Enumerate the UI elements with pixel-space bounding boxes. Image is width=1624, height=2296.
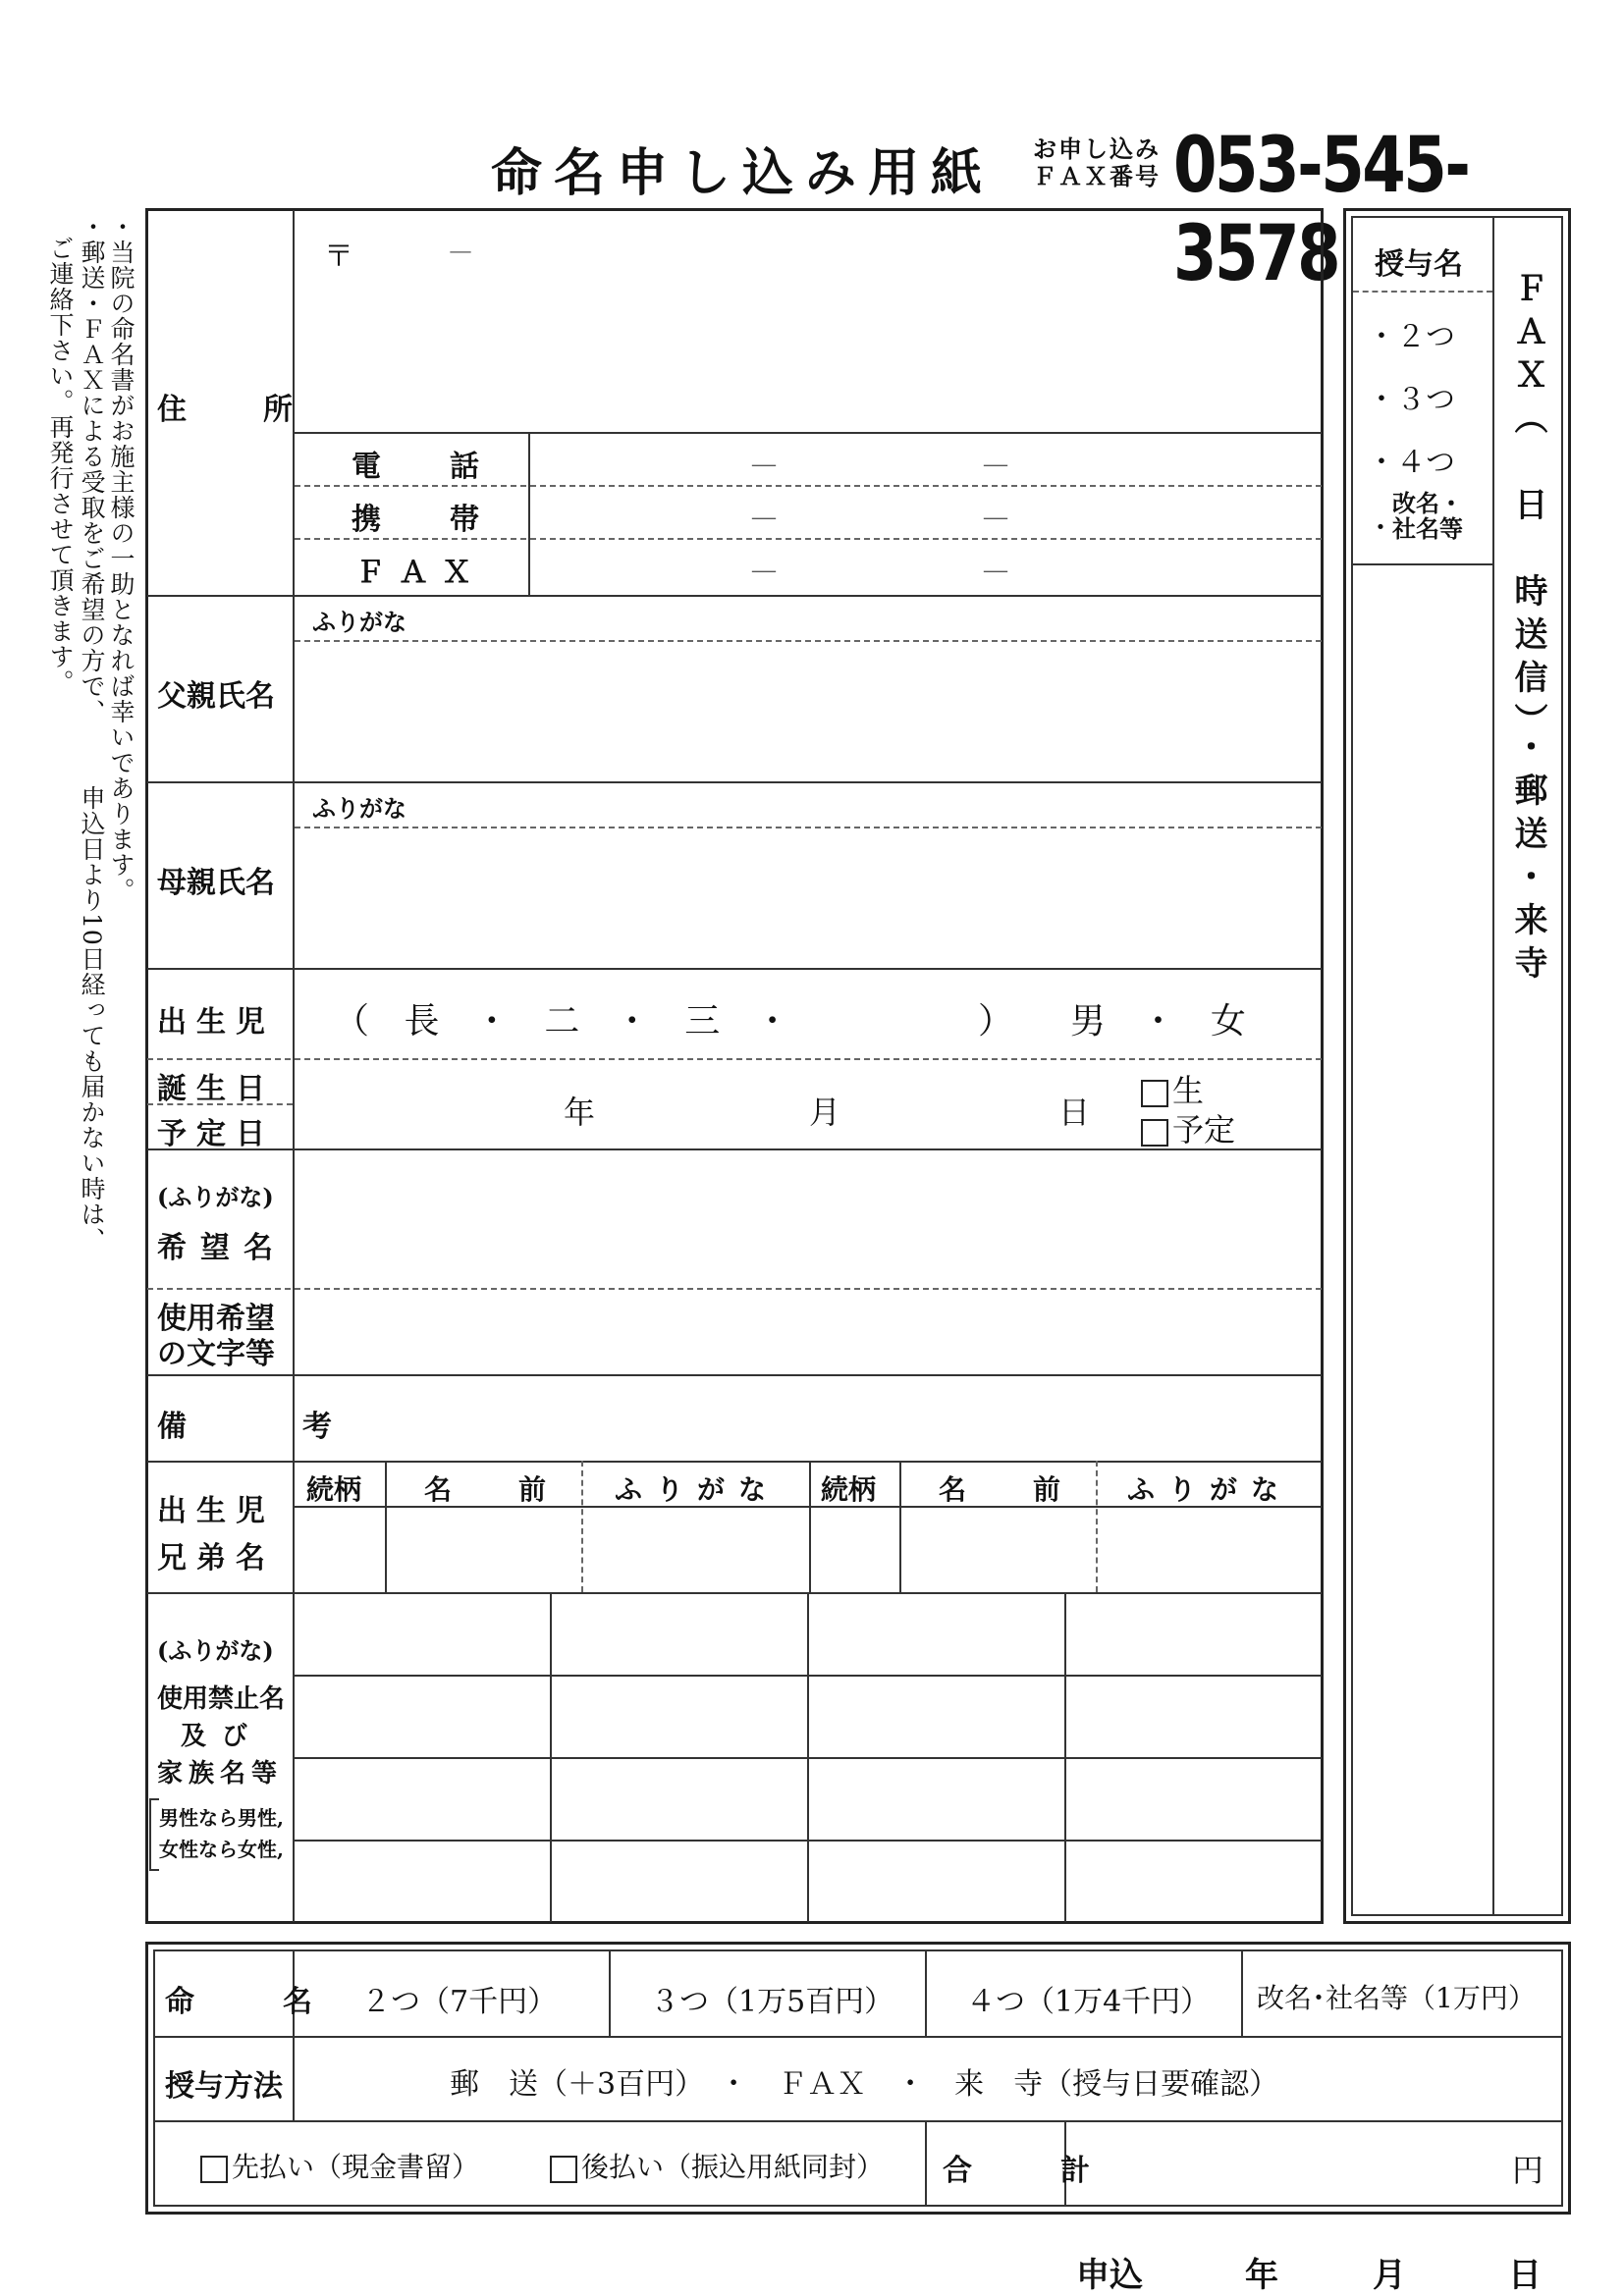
birth-order-options[interactable]: （ 長 ・ 二 ・ 三 ・ [334, 1001, 802, 1041]
apply-year: 年 [1245, 2256, 1278, 2295]
father-furigana-label: ふりがな [312, 608, 406, 636]
forbidden-furigana-label: (ふりがな) [157, 1636, 274, 1665]
price-option-4[interactable]: ４つ（1万4千円） [966, 1985, 1211, 2019]
fax-number: 053-545-3578 [1173, 122, 1469, 298]
child-label: 出生児 [157, 1005, 275, 1040]
due-checkbox[interactable]: 予定 [1141, 1105, 1235, 1150]
sibling-name-header-1: 名 前 [424, 1473, 567, 1506]
siblings-label-2: 兄弟名 [157, 1541, 275, 1575]
method-options[interactable]: 郵 送（＋3百円） ・ ＦＡＸ ・ 来 寺（授与日要確認） [450, 2067, 1279, 2102]
mother-name-input[interactable] [295, 830, 1316, 964]
remarks-input[interactable] [295, 1378, 1316, 1457]
mother-name-label: 母親氏名 [157, 866, 275, 900]
apply-date-label: 申込 [1076, 2256, 1143, 2295]
desired-furigana-label: (ふりがな) [157, 1183, 274, 1211]
desired-name-input[interactable] [295, 1150, 1316, 1284]
method-label: 授与方法 [165, 2069, 283, 2104]
tel-dash-2: － [980, 448, 1012, 485]
postpay-checkbox[interactable]: 後払い（振込用紙同封） [550, 2146, 884, 2185]
sibling-name-header-2: 名 前 [939, 1473, 1081, 1506]
fax-label-line1: お申し込み [1033, 135, 1161, 163]
fax-field-label: ＦＡＸ [355, 556, 485, 590]
total-label: 合 計 [943, 2154, 1119, 2188]
sibling-furigana-header-1: ふりがな [615, 1473, 781, 1506]
apply-month: 月 [1373, 2256, 1406, 2295]
mother-furigana-label: ふりがな [312, 794, 406, 823]
desired-chars-input[interactable] [295, 1292, 1316, 1370]
siblings-label-1: 出生児 [157, 1494, 275, 1528]
phone-inputs[interactable] [530, 434, 1316, 591]
desired-chars-label-2: の文字等 [157, 1337, 275, 1371]
grant-option-2[interactable]: ・２つ [1367, 320, 1455, 354]
grant-option-rename[interactable]: 改名・ 社名等 [1392, 489, 1463, 543]
desired-chars-label-1: 使用希望 [157, 1302, 275, 1336]
father-name-label: 父親氏名 [157, 679, 275, 714]
grant-header: 授与名 [1375, 247, 1463, 282]
mobile-dash-1: － [748, 501, 781, 538]
grant-notes-area[interactable] [1353, 567, 1490, 1912]
naming-label: 命 名 [165, 1985, 342, 2019]
page-title: 命名申し込み用紙 [491, 143, 995, 203]
postal-dash: － [447, 237, 475, 269]
price-option-rename[interactable]: 改名･社名等（1万円） [1257, 1982, 1536, 2014]
price-option-2[interactable]: ２つ（7千円） [361, 1985, 558, 2019]
forbidden-label-1: 使用禁止名 [157, 1684, 286, 1714]
fax-dash-2: － [980, 554, 1012, 591]
sibling-relation-header-1: 続柄 [306, 1473, 362, 1506]
grant-option-3[interactable]: ・３つ [1367, 383, 1455, 417]
father-name-input[interactable] [295, 644, 1316, 777]
sibling-relation-header-2: 続柄 [821, 1473, 877, 1506]
apply-day: 日 [1508, 2256, 1542, 2295]
birthday-year: 年 [564, 1094, 596, 1131]
remarks-label: 備 考 [157, 1410, 375, 1444]
side-note-2b: 申込日より10日経っても届かない時は、 [78, 785, 106, 1253]
side-note-1: ・当院の命名書がお施主様の一助となれば幸いであります。 [107, 214, 135, 903]
side-note-2a: ・郵送・ＦＡＸによる受取をご希望の方で、 [78, 214, 106, 724]
address-label: 住 所 [157, 393, 316, 427]
desired-name-label: 希望名 [157, 1231, 287, 1265]
fax-dash-1: － [748, 554, 781, 591]
forbidden-note-2: 女性なら女性, [159, 1838, 284, 1861]
forbidden-names-grid[interactable] [295, 1594, 1316, 1918]
delivery-vertical-text: ＦＡＸ（ 日 時送信）・郵送・来寺 [1508, 271, 1547, 988]
birthday-day: 日 [1058, 1094, 1091, 1131]
forbidden-label-2: 及び [181, 1722, 264, 1751]
yen-unit: 円 [1512, 2152, 1544, 2189]
price-option-3[interactable]: ３つ（1万5百円） [650, 1985, 894, 2019]
mobile-label: 携 帯 [352, 503, 499, 537]
born-checkbox[interactable]: 生 [1141, 1066, 1204, 1111]
siblings-input[interactable] [295, 1510, 1316, 1588]
gender-options[interactable]: 男 ・ 女 [1070, 1001, 1258, 1041]
forbidden-label-3: 家族名等 [157, 1759, 284, 1789]
sibling-furigana-header-2: ふりがな [1127, 1473, 1293, 1506]
prepay-checkbox[interactable]: 先払い（現金書留） [200, 2146, 479, 2185]
birth-order-close: ） [978, 1001, 1014, 1041]
fax-label-line2: ＦＡＸ番号 [1033, 163, 1161, 190]
grant-option-rename-mark: ・ [1367, 511, 1395, 544]
tel-label: 電 話 [352, 450, 499, 484]
forbidden-note-1: 男性なら男性, [159, 1806, 284, 1830]
birthday-month: 月 [809, 1094, 841, 1131]
birthday-label: 誕生日 [157, 1072, 275, 1106]
tel-dash-1: － [748, 448, 781, 485]
due-date-label: 予定日 [157, 1117, 275, 1151]
fax-label [1033, 135, 1161, 190]
grant-option-4[interactable]: ・４つ [1367, 446, 1455, 480]
mobile-dash-2: － [980, 501, 1012, 538]
address-input[interactable] [295, 245, 1316, 422]
total-input[interactable] [1070, 2124, 1483, 2203]
side-note-3: ご連絡下さい。再発行させて頂きます。 [46, 236, 75, 695]
postal-mark: 〒 [324, 240, 353, 274]
